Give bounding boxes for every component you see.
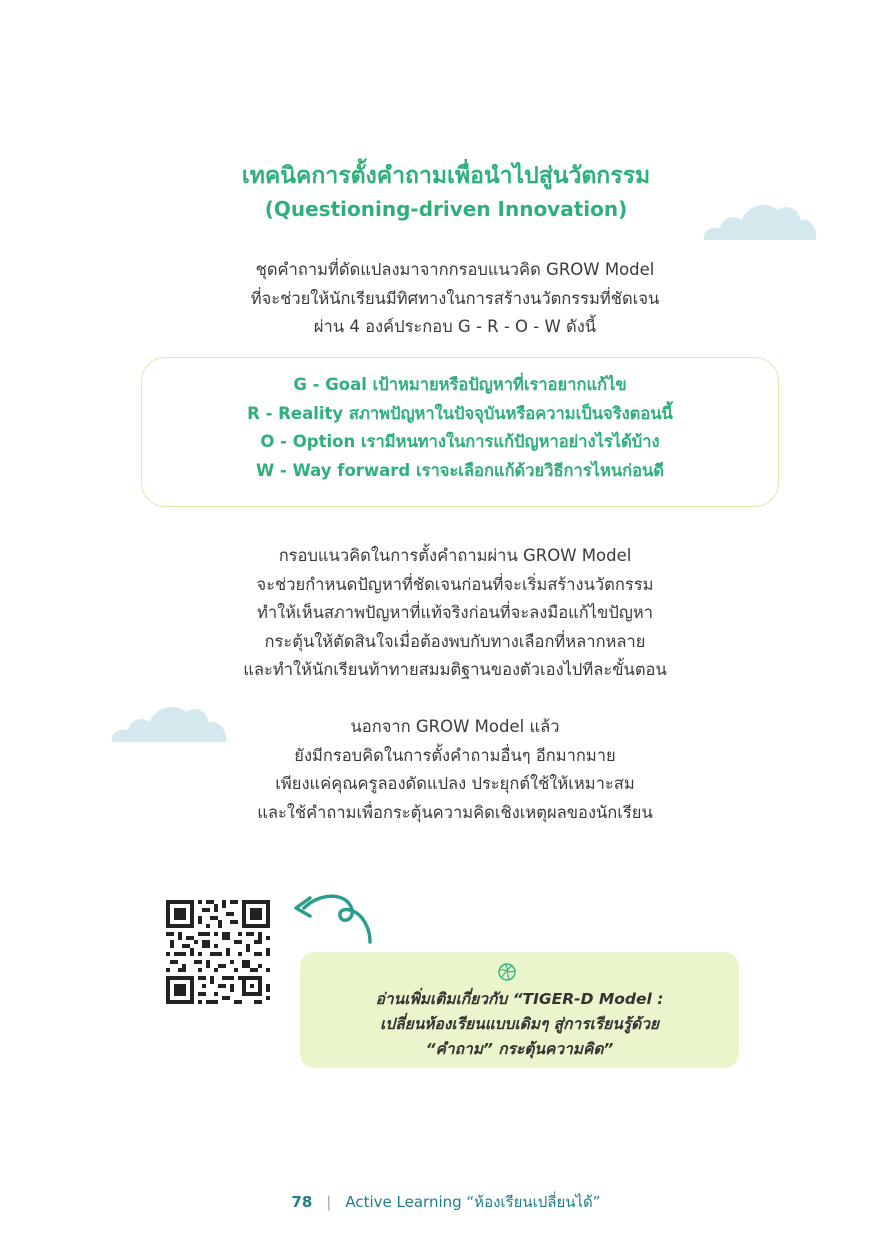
other-frameworks-paragraph: [0, 713, 892, 827]
framework-paragraph: [0, 542, 892, 685]
read-more-text[interactable]: [300, 987, 739, 1062]
grow-item-reality: R - Reality สภาพปัญหาในปัจจุบันหรือความเป็นจริงตอนนี้: [247, 403, 673, 423]
grow-item-goal: G - Goal เป้าหมายหรือปัญหาที่เราอยากแก้ไข: [293, 375, 627, 394]
intro-line: ผ่าน 4 องค์ประกอบ G - R - O - W ดังนี้: [313, 317, 597, 336]
framework-line: จะช่วยกำหนดปัญหาที่ชัดเจนก่อนที่จะเริ่มสร้างนวัตกรรม: [256, 574, 654, 594]
qr-code[interactable]: [166, 900, 270, 1004]
curved-arrow-icon: [290, 888, 380, 948]
intro-paragraph: [0, 256, 892, 342]
other-line: เพียงแค่คุณครูลองดัดแปลง ประยุกต์ใช้ให้เหมาะสม: [275, 774, 635, 793]
grow-model-list: [141, 371, 779, 485]
other-line: ยังมีกรอบคิดในการตั้งคำถามอื่นๆ อีกมากมาย: [294, 745, 616, 765]
read-more-line: เปลี่ยนห้องเรียนแบบเดิมๆ สู่การเรียนรู้ด้วย: [379, 1015, 660, 1033]
framework-line: กรอบแนวคิดในการตั้งคำถามผ่าน GROW Model: [278, 546, 632, 565]
framework-line: และทำให้นักเรียนท้าทายสมมติฐานของตัวเองไปทีละขั้นตอน: [243, 660, 667, 679]
page-subtitle: (Questioning-driven Innovation): [264, 197, 628, 221]
book-title: Active Learning “ห้องเรียนเปลี่ยนได้”: [345, 1193, 601, 1211]
globe-icon: [497, 962, 517, 982]
read-more-line: อ่านเพิ่มเติมเกี่ยวกับ “TIGER-D Model :: [375, 990, 664, 1008]
page-title: เทคนิคการตั้งคำถามเพื่อนำไปสู่นวัตกรรม: [241, 163, 651, 189]
intro-line: ที่จะช่วยให้นักเรียนมีทิศทางในการสร้างนวัตกรรมที่ชัดเจน: [250, 288, 660, 308]
grow-item-option: O - Option เรามีหนทางในการแก้ปัญหาอย่างไรได้บ้าง: [260, 432, 660, 452]
intro-line: ชุดคำถามที่ดัดแปลงมาจากกรอบแนวคิด GROW Model: [255, 260, 655, 279]
other-line: นอกจาก GROW Model แล้ว: [350, 717, 560, 736]
framework-line: กระตุ้นให้ตัดสินใจเมื่อต้องพบกับทางเลือกที่หลากหลาย: [264, 631, 646, 651]
grow-item-way-forward: W - Way forward เราจะเลือกแก้ด้วยวิธีการไหนก่อนดี: [255, 460, 665, 480]
other-line: และใช้คำถามเพื่อกระตุ้นความคิดเชิงเหตุผลของนักเรียน: [257, 802, 653, 822]
footer-separator: |: [326, 1193, 332, 1211]
framework-line: ทำให้เห็นสภาพปัญหาที่แท้จริงก่อนที่จะลงมือแก้ไขปัญหา: [256, 603, 654, 622]
page-number: 78: [291, 1193, 313, 1211]
page-footer: [0, 1190, 892, 1214]
read-more-line: “คำถาม” กระตุ้นความคิด”: [425, 1040, 614, 1058]
